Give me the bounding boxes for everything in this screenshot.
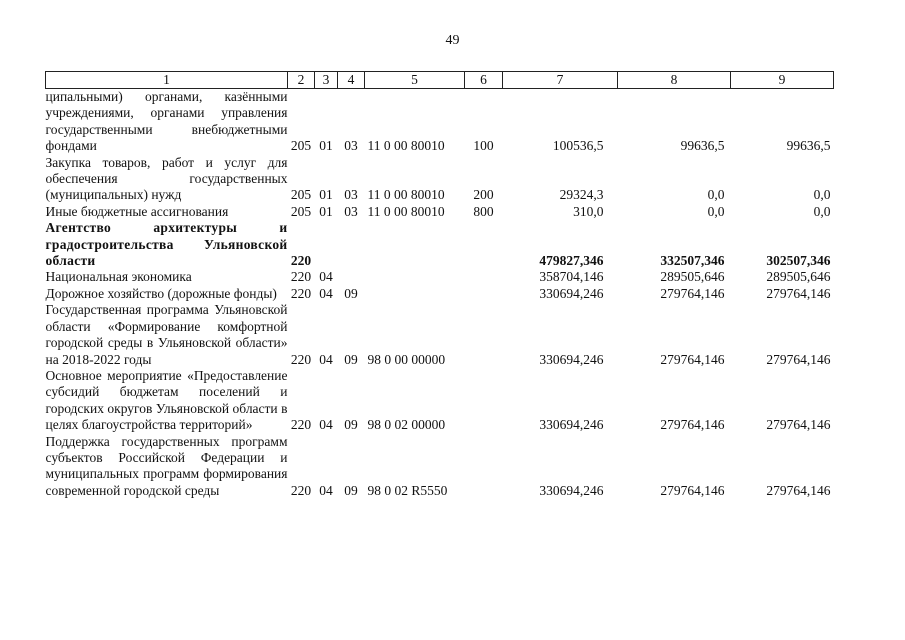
table-row [46, 302, 834, 368]
row-name: Дорожное хозяйство (дорожные фонды) [45, 285, 277, 301]
amount-col-8: 289505,646 [660, 269, 725, 285]
table-row-agency [46, 220, 834, 269]
header-col-6: 6 [465, 72, 503, 89]
amount-col-9: 279764,146 [766, 351, 831, 367]
code-ministry: 220 [290, 285, 312, 301]
amount-col-7: 29324,3 [559, 187, 604, 203]
header-col-9: 9 [731, 72, 834, 89]
code-expense-type [465, 368, 503, 434]
row-name: Иные бюджетные ассигнования [45, 203, 229, 219]
code-expense-type [465, 220, 503, 269]
row-name: ципальными) органами, казёнными учреждениями, органами управления государственными внебюджетными фондами [45, 89, 288, 154]
table-row [46, 204, 834, 220]
code-ministry: 205 [290, 138, 312, 154]
code-expense-type: 100 [473, 138, 494, 154]
code-subsection: 09 [344, 351, 358, 367]
code-ministry: 220 [290, 269, 312, 285]
header-col-7: 7 [503, 72, 618, 89]
code-section: 01 [319, 203, 333, 219]
code-target: 98 0 02 R5550 [367, 482, 448, 498]
amount-col-7: 330694,246 [539, 417, 604, 433]
header-col-8: 8 [618, 72, 731, 89]
code-subsection: 03 [344, 187, 358, 203]
code-section: 04 [319, 351, 333, 367]
code-section: 04 [319, 482, 333, 498]
table-row [46, 89, 834, 155]
amount-col-7: 100536,5 [552, 138, 604, 154]
code-target [365, 269, 465, 285]
code-subsection [338, 220, 365, 269]
code-expense-type [465, 269, 503, 285]
row-name: Закупка товаров, работ и услуг для обеспечения государственных (муниципальных) нужд [45, 154, 288, 203]
code-target: 11 0 00 80010 [367, 187, 445, 203]
code-subsection: 09 [344, 417, 358, 433]
code-ministry: 220 [290, 482, 312, 498]
code-ministry: 220 [290, 351, 312, 367]
code-target: 11 0 00 80010 [367, 138, 445, 154]
amount-col-7: 310,0 [573, 203, 604, 219]
table-row [46, 286, 834, 302]
table-row [46, 155, 834, 204]
amount-col-8: 0,0 [707, 187, 725, 203]
amount-col-8: 0,0 [707, 203, 725, 219]
amount-col-9: 279764,146 [766, 482, 831, 498]
code-section: 01 [319, 187, 333, 203]
amount-col-9: 99636,5 [786, 138, 831, 154]
code-target [365, 220, 465, 269]
code-section: 01 [319, 138, 333, 154]
amount-col-9: 289505,646 [766, 269, 831, 285]
table-row [46, 269, 834, 285]
amount-col-7: 330694,246 [539, 285, 604, 301]
code-subsection: 03 [344, 138, 358, 154]
header-col-2: 2 [288, 72, 315, 89]
code-target: 98 0 00 00000 [367, 351, 446, 367]
code-subsection: 09 [344, 482, 358, 498]
amount-col-8: 99636,5 [680, 138, 725, 154]
code-ministry: 220 [290, 417, 312, 433]
code-expense-type: 200 [473, 187, 494, 203]
code-ministry: 205 [290, 203, 312, 219]
amount-col-8: 279764,146 [660, 482, 725, 498]
code-subsection [338, 269, 365, 285]
header-col-1: 1 [46, 72, 288, 89]
header-row [46, 72, 834, 89]
amount-col-9: 302507,346 [766, 253, 831, 269]
code-expense-type [465, 302, 503, 368]
row-name: Государственная программа Ульяновской области «Формирование комфортной городской среды в Ульяновской области» на 2018-2022 годы [45, 302, 288, 367]
code-section: 04 [319, 285, 333, 301]
code-target [365, 286, 465, 302]
code-target: 98 0 02 00000 [367, 417, 446, 433]
table-row [46, 368, 834, 434]
row-name: Основное мероприятие «Предоставление субсидий бюджетам поселений и городских округов Ульяновской области в целях благоустройства территорий» [45, 367, 288, 433]
code-expense-type [465, 434, 503, 500]
row-name: Национальная экономика [45, 269, 192, 285]
amount-col-7: 330694,246 [539, 482, 604, 498]
code-ministry: 220 [290, 253, 312, 269]
row-name: Агентство архитектуры и градостроительства Ульяновской области [45, 220, 288, 269]
amount-col-9: 279764,146 [766, 285, 831, 301]
amount-col-8: 279764,146 [660, 417, 725, 433]
amount-col-8: 279764,146 [660, 351, 725, 367]
code-expense-type: 800 [473, 203, 494, 219]
code-section [315, 220, 338, 269]
header-col-4: 4 [338, 72, 365, 89]
amount-col-7: 358704,146 [539, 269, 604, 285]
code-ministry: 205 [290, 187, 312, 203]
amount-col-7: 479827,346 [539, 253, 604, 269]
code-target: 11 0 00 80010 [367, 203, 445, 219]
header-col-5: 5 [365, 72, 465, 89]
table-row [46, 434, 834, 500]
amount-col-9: 0,0 [813, 203, 831, 219]
amount-col-7: 330694,246 [539, 351, 604, 367]
row-name: Поддержка государственных программ субъектов Российской Федерации и муниципальных программ формирования современной городской среды [45, 433, 288, 498]
budget-table [45, 71, 834, 499]
code-section: 04 [319, 417, 333, 433]
code-section: 04 [319, 269, 333, 285]
amount-col-8: 279764,146 [660, 285, 725, 301]
code-expense-type [465, 286, 503, 302]
code-subsection: 03 [344, 203, 358, 219]
page-number: 49 [445, 33, 460, 48]
amount-col-9: 279764,146 [766, 417, 831, 433]
amount-col-9: 0,0 [813, 187, 831, 203]
code-subsection: 09 [344, 285, 358, 301]
header-col-3: 3 [315, 72, 338, 89]
amount-col-8: 332507,346 [660, 253, 725, 269]
